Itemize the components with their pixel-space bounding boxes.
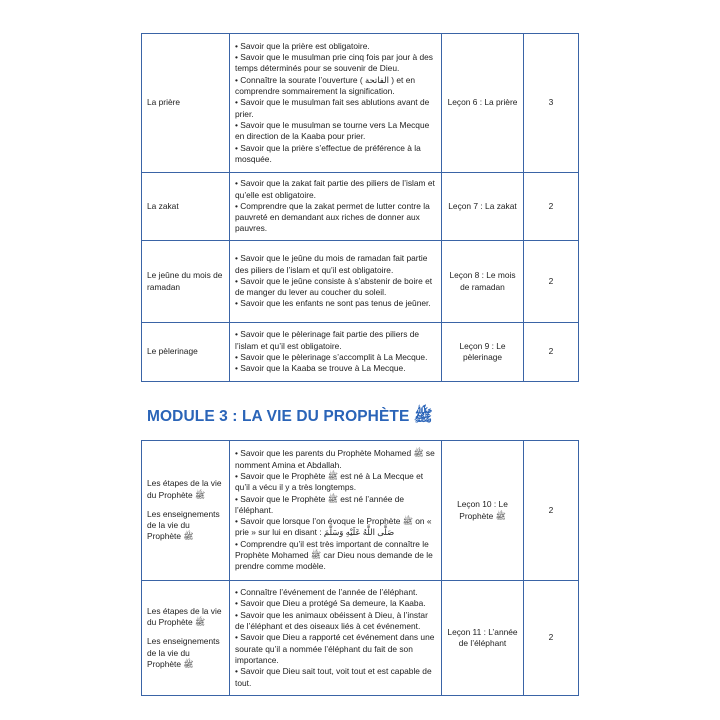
objective-item: • Savoir que le jeûne consiste à s’abstenir de boire et de manger du lever au coucher du soleil. bbox=[235, 275, 433, 298]
topic-cell: Le pèlerinage bbox=[142, 323, 230, 382]
hours-cell: 2 bbox=[524, 441, 579, 581]
objective-item: • Savoir que les animaux obéissent à Dieu, à l’instar de l’éléphant et des oiseaux liés à cet événement. bbox=[235, 609, 428, 632]
objective-item: • Savoir que la Kaaba se trouve à La Mecque. bbox=[235, 363, 406, 374]
topic-cell bbox=[142, 581, 230, 696]
objective-item: • Savoir que le pèlerinage fait partie des piliers de l’islam et qu’il est obligatoire. bbox=[235, 329, 420, 351]
objective-item: • Connaître la sourate l’ouverture ( الفاتحة ) et en comprendre sommairement la signification. bbox=[235, 74, 416, 97]
objective-item: • Savoir que le musulman prie cinq fois par jour à des temps déterminés pour se souvenir de Dieu. bbox=[235, 52, 433, 74]
objective-item: • Savoir que le Prophète ﷺ est né l’année de l’éléphant. bbox=[235, 493, 405, 515]
topic-teachings: Les enseignements de la vie du Prophète ﷺ bbox=[147, 508, 220, 542]
curriculum-table-module-2 bbox=[141, 33, 579, 382]
objective-item: • Savoir que le musulman se tourne vers La Mecque en direction de la Kaaba pour prier. bbox=[235, 119, 430, 142]
table-row bbox=[142, 241, 579, 323]
topic-stages: Les étapes de la vie du Prophète ﷺ bbox=[147, 478, 222, 500]
objective-item: • Savoir que les parents du Prophète Mohamed ﷺ se nomment Amina et Abdallah. bbox=[235, 448, 435, 470]
hours-cell: 3 bbox=[524, 34, 579, 173]
curriculum-table-module-3 bbox=[141, 440, 579, 696]
objective-item: • Savoir que Dieu a protégé Sa demeure, la Kaaba. bbox=[235, 598, 426, 609]
objective-item: • Connaître l’événement de l’année de l’éléphant. bbox=[235, 587, 418, 598]
objective-item: • Savoir que Dieu sait tout, voit tout et est capable de tout. bbox=[235, 666, 432, 688]
hours-cell: 2 bbox=[524, 173, 579, 241]
table-row bbox=[142, 323, 579, 382]
objectives-cell bbox=[230, 241, 442, 323]
lesson-cell: Leçon 11 : L’année de l’éléphant bbox=[442, 581, 524, 696]
topic-cell bbox=[142, 441, 230, 581]
objectives-cell bbox=[230, 441, 442, 581]
objective-item: • Savoir que la prière est obligatoire. bbox=[235, 40, 370, 51]
objective-item: • Savoir que les enfants ne sont pas tenus de jeûner. bbox=[235, 298, 431, 309]
lesson-cell: Leçon 8 : Le mois de ramadan bbox=[442, 241, 524, 323]
objective-item: • Savoir que lorsque l’on évoque le Prophète ﷺ on « prie » sur lui en disant : صَلَّى اللَّهُ عَلَيْهِ وَسَلَّمَ bbox=[235, 516, 432, 538]
objective-item: • Savoir que la prière s’effectue de préférence à la mosquée. bbox=[235, 142, 421, 164]
lesson-cell: Leçon 7 : La zakat bbox=[442, 173, 524, 241]
objectives-cell bbox=[230, 581, 442, 696]
table-row bbox=[142, 441, 579, 581]
lesson-cell: Leçon 10 : Le Prophète ﷺ bbox=[442, 441, 524, 581]
topic-cell: Le jeûne du mois de ramadan bbox=[142, 241, 230, 323]
topic-cell: La zakat bbox=[142, 173, 230, 241]
topic-stages: Les étapes de la vie du Prophète ﷺ bbox=[147, 605, 222, 628]
lesson-cell: Leçon 6 : La prière bbox=[442, 34, 524, 173]
objectives-cell bbox=[230, 173, 442, 241]
table-row bbox=[142, 581, 579, 696]
objective-item: • Savoir que le jeûne du mois de ramadan fait partie des piliers de l’islam et qu’il est obligatoire. bbox=[235, 253, 428, 275]
objective-item: • Savoir que le musulman fait ses ablutions avant de prier. bbox=[235, 97, 430, 119]
module-title: MODULE 3 : LA VIE DU PROPHÈTE ﷺ bbox=[147, 408, 433, 425]
objective-item: • Savoir que Dieu a rapporté cet événement dans une sourate qu’il a nommée l’éléphant du fait de son importance. bbox=[235, 632, 435, 665]
table-row bbox=[142, 173, 579, 241]
objectives-cell bbox=[230, 34, 442, 173]
objective-item: • Comprendre qu’il est très important de connaître le Prophète Mohamed ﷺ car Dieu nous demande de le prendre comme modèle. bbox=[235, 538, 433, 572]
table-row bbox=[142, 34, 579, 173]
lesson-cell: Leçon 9 : Le pèlerinage bbox=[442, 323, 524, 382]
objective-item: • Savoir que le Prophète ﷺ est né à La Mecque et qu’il a vécu il y a très longtemps. bbox=[235, 470, 424, 493]
topic-cell: La prière bbox=[142, 34, 230, 173]
objective-item: • Comprendre que la zakat permet de lutter contre la pauvreté en demandant aux riches de donner aux pauvres. bbox=[235, 200, 430, 234]
objective-item: • Savoir que la zakat fait partie des piliers de l’islam et qu’elle est obligatoire. bbox=[235, 178, 435, 200]
hours-cell: 2 bbox=[524, 581, 579, 696]
hours-cell: 2 bbox=[524, 323, 579, 382]
hours-cell: 2 bbox=[524, 241, 579, 323]
objective-item: • Savoir que le pèlerinage s’accomplit à La Mecque. bbox=[235, 352, 428, 362]
topic-teachings: Les enseignements de la vie du Prophète ﷺ bbox=[147, 636, 220, 669]
objectives-cell bbox=[230, 323, 442, 382]
